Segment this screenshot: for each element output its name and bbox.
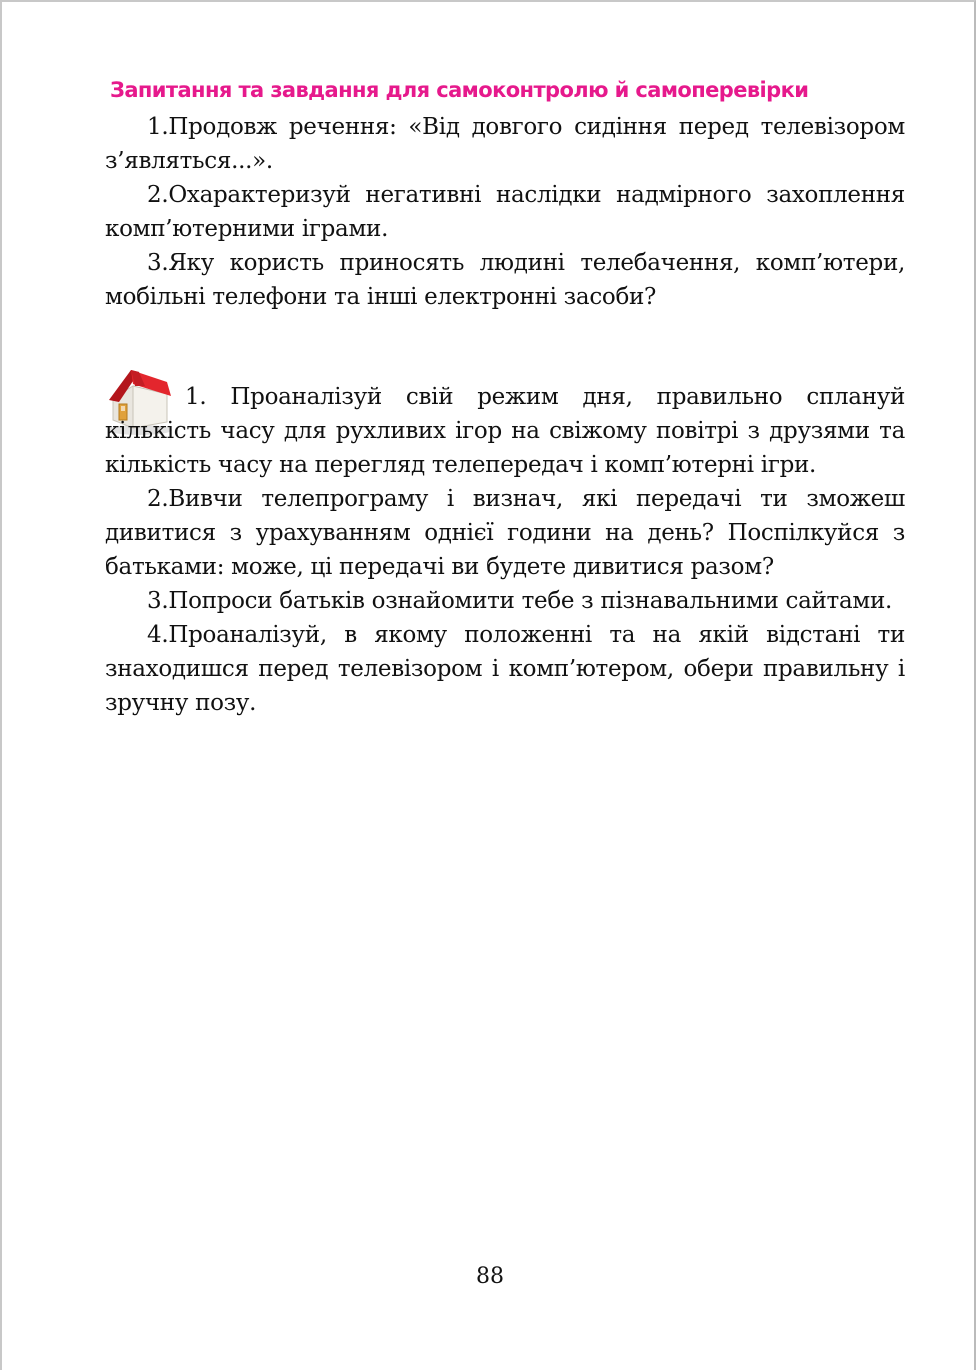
question-text: Яку користь приносять людині телебачення, комп’ютери, мобільні телефони та інші електронні засоби? (105, 250, 905, 310)
question-number: 1. (147, 114, 169, 140)
self-check-questions (105, 110, 905, 314)
task-number: 4. (147, 622, 169, 648)
task-number: 3. (147, 588, 169, 614)
question-1 (105, 110, 905, 178)
task-text: Проаналізуй, в якому положенні та на якій відстані ти знаходишся перед телевізором і комп’ютером, обери правильну і зручну позу. (105, 622, 905, 716)
question-2 (105, 178, 905, 246)
question-number: 3. (147, 250, 169, 276)
page-number: 88 (476, 1264, 504, 1289)
task-number: 1. (185, 384, 207, 410)
task-number: 2. (147, 486, 169, 512)
home-task-2 (105, 482, 905, 584)
question-text: Продовж речення: «Від довгого сидіння перед телевізором з’являться...». (105, 114, 905, 174)
home-task-3 (105, 584, 905, 618)
task-text: Вивчи телепрограму і визнач, які передачі ти зможеш дивитися з урахуванням однієї години на день? Поспілкуйся з батьками: може, ці передачі ви будете дивитися разом? (105, 486, 905, 580)
question-number: 2. (147, 182, 169, 208)
home-task-1 (105, 380, 905, 482)
section-heading: Запитання та завдання для самоконтролю й самоперевірки (110, 78, 809, 102)
home-tasks (105, 380, 905, 720)
task-text: Проаналізуй свій режим дня, правильно сплануй кількість часу для рухливих ігор на свіжому повітрі з друзями та кількість часу на перегляд телепередач і комп’ютерні ігри. (105, 384, 905, 478)
question-3 (105, 246, 905, 314)
home-task-4 (105, 618, 905, 720)
question-text: Охарактеризуй негативні наслідки надмірного захоплення комп’ютерними іграми. (105, 182, 905, 242)
task-text: Попроси батьків ознайомити тебе з пізнавальними сайтами. (168, 588, 892, 614)
